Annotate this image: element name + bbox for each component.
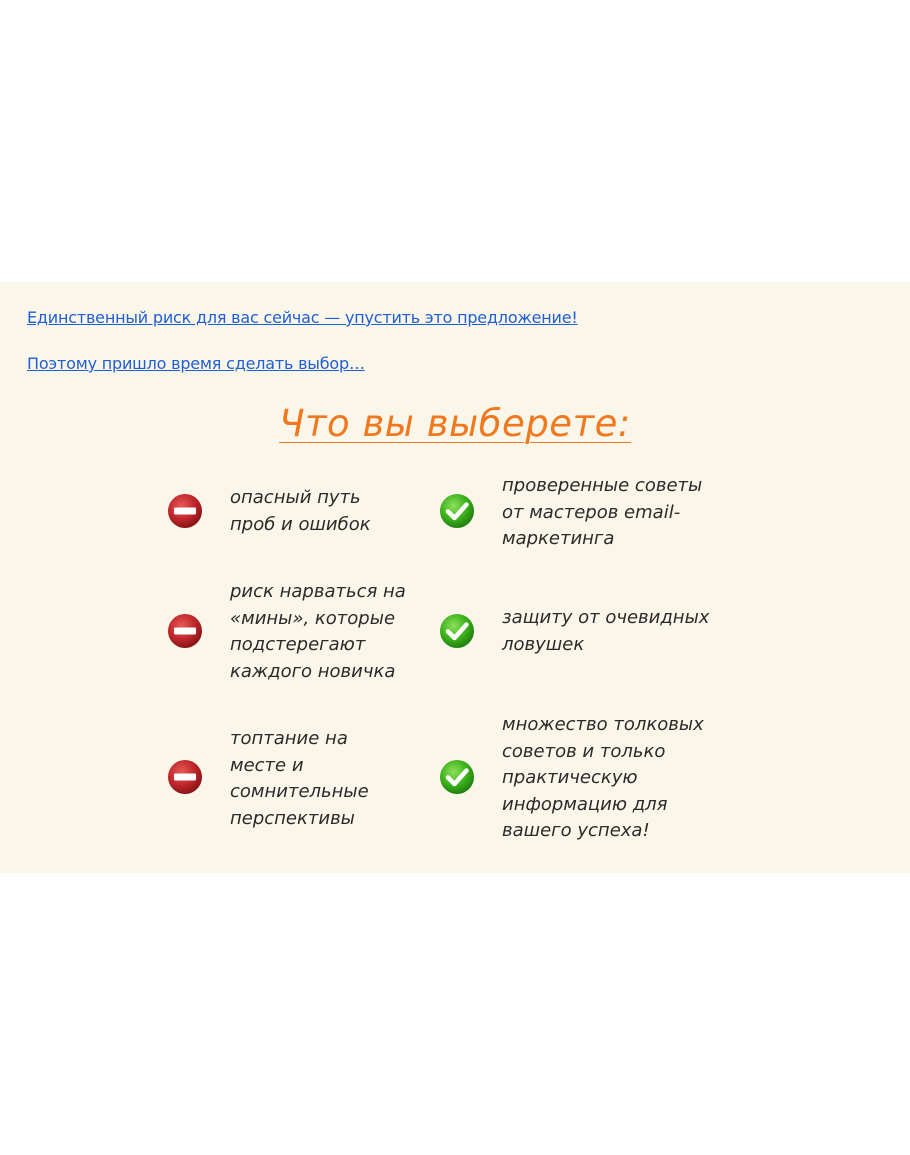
choice-link[interactable]: Поэтому пришло время сделать выбор… <box>27 354 365 373</box>
bad-option-3 <box>230 726 430 832</box>
headline <box>0 402 910 445</box>
offer-panel <box>0 282 910 873</box>
headline-text: Что вы выберете: <box>279 402 631 445</box>
no-entry-icon <box>167 613 203 649</box>
bad-option-1 <box>230 485 430 538</box>
good-option-3-line: вашего успеха! <box>502 820 650 841</box>
check-icon <box>439 613 475 649</box>
good-option-3-line: информацию для <box>502 793 668 815</box>
bad-option-3-line: перспективы <box>230 807 355 829</box>
check-icon <box>439 759 475 795</box>
good-option-3-line: советов и только <box>502 740 666 762</box>
bad-option-3-line: сомнительные <box>230 781 369 802</box>
good-option-1-line: проверенные советы <box>502 475 703 496</box>
good-option-3-line: множество толковых <box>502 714 704 735</box>
good-option-3 <box>502 712 742 845</box>
check-icon <box>439 493 475 529</box>
bad-option-3-line: месте и <box>230 754 304 776</box>
good-option-1 <box>502 473 742 553</box>
bad-option-2-line: «мины», которые <box>230 607 396 629</box>
good-option-2 <box>502 605 742 658</box>
bad-option-1-line: проб и ошибок <box>230 513 371 535</box>
good-option-3-line: практическую <box>502 767 638 788</box>
good-option-2-line: защиту от очевидных <box>502 607 710 628</box>
good-option-2-line: ловушек <box>502 633 585 655</box>
no-entry-icon <box>167 493 203 529</box>
good-option-1-line: маркетинга <box>502 528 615 549</box>
bad-option-2-line: каждого новичка <box>230 660 396 682</box>
bad-option-3-line: топтание на <box>230 728 348 749</box>
bad-option-1-line: опасный путь <box>230 487 361 508</box>
bad-option-2-line: риск нарваться на <box>230 581 406 602</box>
bad-option-2 <box>230 579 430 685</box>
bad-option-2-line: подстерегают <box>230 634 366 655</box>
no-entry-icon <box>167 759 203 795</box>
risk-link[interactable]: Единственный риск для вас сейчас — упустить это предложение! <box>27 308 578 327</box>
good-option-1-line: от мастеров email- <box>502 501 681 523</box>
